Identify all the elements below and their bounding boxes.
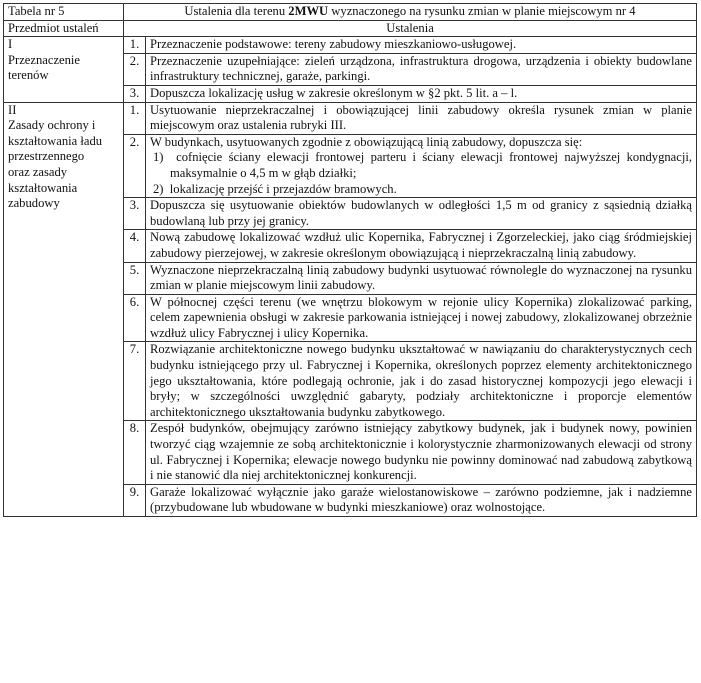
item-text: Garaże lokalizować wyłącznie jako garaże wielostanowiskowe – zarówno podziemne, jak i nadziemne (przybudowane lub wbudowane w budynki mieszkaniowe) oraz wolnostojące. xyxy=(146,484,697,516)
item-text: Przeznaczenie uzupełniające: zieleń urządzona, infrastruktura drogowa, urządzenia i obiekty budowlane infrastruktury technicznej, garaże, parkingi. xyxy=(146,53,697,85)
item-number: 4. xyxy=(124,230,146,262)
table-title xyxy=(124,4,697,21)
item-number: 2. xyxy=(124,134,146,197)
sub-list xyxy=(150,150,692,197)
zone-code: 2MWU xyxy=(288,4,329,18)
section-roman: I xyxy=(8,37,13,52)
section-roman: II xyxy=(8,102,17,117)
section-subject: Przeznaczenie terenów xyxy=(8,52,81,83)
sub-list-mark: 1) xyxy=(153,150,164,165)
item-intro: W budynkach, usytuowanych zgodnie z obowiązującą linią zabudowy, dopuszcza się: xyxy=(150,134,583,149)
item-text: Rozwiązanie architektoniczne nowego budynku ukształtować w nawiązaniu do charakterystycznych cech budynku istniejącego przy ul. Fabrycznej i Kopernika, określonych poprzez elementy architektonicznego jego ukształtowania, które podlegają ochronie, jak i do zasad historycznej kompozycji jego elewacji i bryły; w szczególności uwzględnić gabaryty, podziały architektoniczne i proporcje elementów architektonicznego ukształtowania budynku zabytkowego. xyxy=(146,342,697,421)
table-title-prefix: Ustalenia dla terenu xyxy=(184,4,289,18)
sub-list-text: cofnięcie ściany elewacji frontowej parteru i ściany elewacji frontowej najwyższej kondygnacji, maksymalnie o 4,5 m w głąb działki; xyxy=(170,150,693,180)
item-text: Zespół budynków, obejmujący zarówno istniejący zabytkowy budynek, jak i budynek nowy, powinien tworzyć ciąg wzajemnie ze sobą architektonicznie i kolorystycznie zharmonizowanych elewacji od strony ul. Fabrycznej i Kopernika; elewacje nowego budynku nie powinny dominować nad zabudową zabytkową i nie stanowić dla niej architektonicznej konkurencji. xyxy=(146,421,697,484)
item-text: Usytuowanie nieprzekraczalnej i obowiązującej linii zabudowy określa rysunek zmian w planie miejscowym oraz ustalenia rubryki III. xyxy=(146,102,697,134)
item-number: 7. xyxy=(124,342,146,421)
section-subject: Zasady ochrony i kształtowania ładu przestrzennego oraz zasady kształtowania zabudowy xyxy=(8,118,103,211)
item-number: 1. xyxy=(124,102,146,134)
column-header-subject: Przedmiot ustaleń xyxy=(4,20,124,37)
item-number: 1. xyxy=(124,37,146,54)
column-header-rules: Ustalenia xyxy=(124,20,697,37)
section-subject-cell xyxy=(4,37,124,102)
item-number: 8. xyxy=(124,421,146,484)
table-row xyxy=(4,37,697,54)
rules-table xyxy=(3,3,697,517)
item-text: Dopuszcza lokalizację usług w zakresie określonym w §2 pkt. 5 lit. a – l. xyxy=(146,85,697,102)
sub-list-text: lokalizację przejść i przejazdów bramowych. xyxy=(169,181,397,196)
item-number: 3. xyxy=(124,198,146,230)
column-header-row xyxy=(4,20,697,37)
sub-list-item xyxy=(150,150,692,181)
item-number: 2. xyxy=(124,53,146,85)
item-number: 3. xyxy=(124,85,146,102)
section-subject-cell xyxy=(4,102,124,516)
item-number: 5. xyxy=(124,262,146,294)
sub-list-item xyxy=(150,182,692,198)
title-row xyxy=(4,4,697,21)
sub-list-mark: 2) xyxy=(153,181,164,196)
item-text: Dopuszcza się usytuowanie obiektów budowlanych w odległości 1,5 m od granicy z sąsiednią działką budowlaną lub przy jej granicy. xyxy=(146,198,697,230)
item-text-with-list xyxy=(146,134,697,197)
item-text: Nową zabudowę lokalizować wzdłuż ulic Kopernika, Fabrycznej i Zgorzeleckiej, jako ciąg śródmiejskiej zabudowy pierzejowej, w zakresie określonym obowiązującą i nieprzekraczalną linią zabudowy. xyxy=(146,230,697,262)
table-label: Tabela nr 5 xyxy=(4,4,124,21)
table-row xyxy=(4,102,697,134)
item-text: Przeznaczenie podstawowe: tereny zabudowy mieszkaniowo-usługowej. xyxy=(146,37,697,54)
item-number: 9. xyxy=(124,484,146,516)
item-text: W północnej części terenu (we wnętrzu blokowym w rejonie ulicy Kopernika) zlokalizować parking, celem zapewnienia obsługi w zakresie parkowania istniejącej i nowej zabudowy, zlokalizowanej obrzeżnie wzdłuż ulicy Fabrycznej i ulicy Kopernika. xyxy=(146,294,697,342)
table-title-suffix: wyznaczonego na rysunku zmian w planie miejscowym nr 4 xyxy=(328,4,636,18)
item-text: Wyznaczone nieprzekraczalną linią zabudowy budynki usytuować równolegle do wyznaczonej na rysunku zmian w planie miejscowym linii zabudowy. xyxy=(146,262,697,294)
item-number: 6. xyxy=(124,294,146,342)
